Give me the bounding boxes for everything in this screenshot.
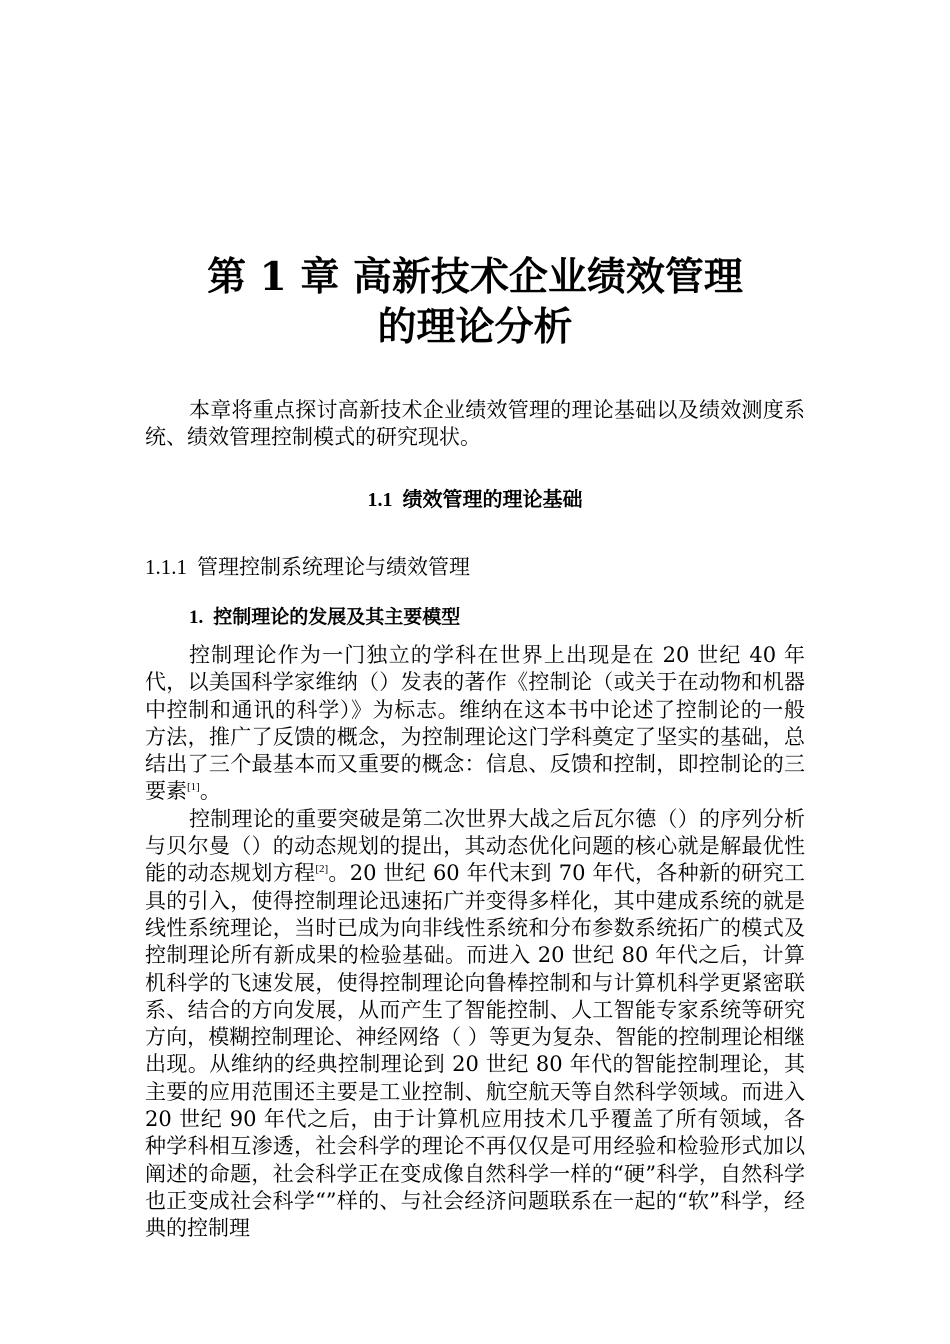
chapter-title-line-1: 第 1 章 高新技术企业绩效管理 bbox=[207, 254, 743, 300]
paragraph-text: 控制理论作为一门独立的学科在世界上出现是在 20 世纪 40 年代，以美国科学家维纳（）发表的著作《控制论（或关于在动物和机器中控制和通讯的科学）》为标志。维纳在这本书中论述了控制论的一般方法，推广了反馈的概念，为控制理论这门学科奠定了坚实的基础，总结出了三个最基本而又重要的概念：信息、反馈和控制，即控制论的三要素 bbox=[145, 643, 805, 804]
paragraph-text: 控制理论的重要突破是第二次世界大战之后瓦尔德（）的序列分析与贝尔曼（）的动态规划的提出，其动态优化问题的核心就是解最优性能的动态规划方程 bbox=[145, 806, 805, 886]
item-number: 1. bbox=[189, 607, 204, 628]
paragraph-text: 。 bbox=[199, 779, 221, 804]
section-title: 绩效管理的理论基础 bbox=[402, 487, 583, 511]
chapter-title bbox=[145, 252, 805, 352]
body-text bbox=[145, 642, 805, 1243]
section-number: 1.1 bbox=[367, 489, 393, 511]
item-title: 控制理论的发展及其主要模型 bbox=[213, 606, 461, 628]
body-paragraph bbox=[145, 642, 805, 806]
chapter-title-line-2: 的理论分析 bbox=[377, 304, 573, 350]
subsection-heading bbox=[145, 553, 805, 581]
paragraph-text: 。20 世纪 60 年代末到 70 年代，各种新的研究工具的引入，使得控制理论迅速拓广并变得多样化，其中建成系统的就是线性系统理论，当时已成为向非线性系统和分布参数系统拓广的模式及控制理论所有新成果的检验基础。而进入 20 世纪 80 年代之后，计算机科学的飞速发展，使得控制理论向鲁棒控制和与计算机科学更紧密联系、结合的方向发展，从而产生了智能控制、人工智能专家系统等研究方向，模糊控制理论、神经网络（ ）等更为复杂、智能的控制理论相继出现。从维纳的经典控制理论到 20 世纪 80 年代的智能控制理论，其主要的应用范围还主要是工业控制、航空航天等自然科学领域。而进入 20 世纪 90 年代之后，由于计算机应用技术几乎覆盖了所有领域，各种学科相互渗透，社会科学的理论不再仅仅是可用经验和检验形式加以阐述的命题，社会科学正在变成像自然科学一样的“硬”科学，自然科学也正变成社会科学“”样的、与社会经济问题联系在一起的“软”科学，经典的控制理 bbox=[145, 861, 806, 1241]
body-paragraph bbox=[145, 806, 805, 1243]
chapter-intro: 本章将重点探讨高新技术企业绩效管理的理论基础以及绩效测度系统、绩效管理控制模式的研究现状。 bbox=[145, 398, 805, 449]
citation-ref: [2] bbox=[315, 863, 329, 876]
item-heading bbox=[189, 604, 789, 631]
citation-ref: [1] bbox=[187, 781, 200, 794]
section-heading bbox=[145, 485, 805, 514]
subsection-number: 1.1.1 bbox=[145, 555, 187, 579]
subsection-title: 管理控制系统理论与绩效管理 bbox=[197, 555, 470, 579]
